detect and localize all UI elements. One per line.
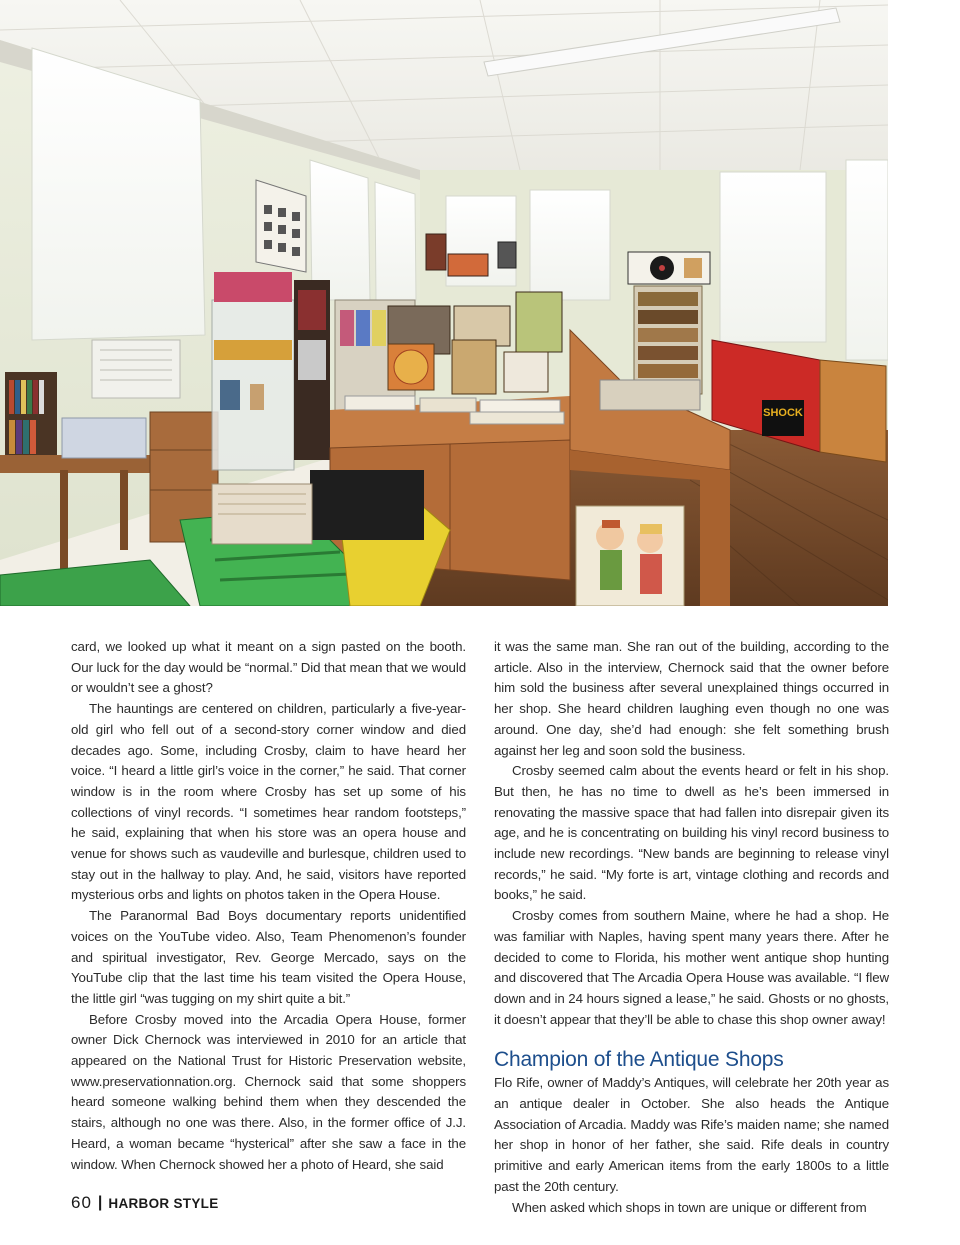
window — [375, 182, 416, 300]
section-subheading: Champion of the Antique Shops — [494, 1048, 784, 1072]
paragraph: Before Crosby moved into the Arcadia Opera House, former owner Dick Chernock was interviewed in 2010 for an article that appeared on the National Trust for Historic Preservation website, www.preservationnation.org. Chernock said that some shoppers heard someone walking behind them when they descended the stairs, although no one was there. Also, in the former office of J.J. Heard, a woman became “hysterical” after she saw a face in the window. When Chernock showed her a photo of Heard, she said — [71, 1011, 466, 1172]
footer-separator: | — [97, 1194, 103, 1211]
window — [720, 172, 826, 342]
paragraph: When asked which shops in town are unique or different from — [512, 1199, 867, 1215]
painting — [576, 506, 684, 606]
paragraph: Crosby seemed calm about the events heard or felt in his shop. But then, he has no time to dwell as he’s been immersed in renovating the massive space that had fallen into disrepair given its age, and he is concentrating on building his vinyl record business to include new recordings. “New bands are beginning to release vinyl records,” he said. “My forte is art, vintage clothing and records and books,” he said. — [494, 763, 889, 903]
paragraph: Flo Rife, owner of Maddy’s Antiques, will celebrate her 20th year as an antique dealer in October. She also heads the Antique Association of Arcadia. Maddy was Rife’s maiden name; she named her shop in honor of her father, she said. Rife deals in country primitive and early American items from the early 1800s to a little past the 20th century. — [494, 1075, 889, 1194]
window — [846, 160, 888, 360]
window — [310, 160, 370, 300]
stacked-records — [62, 418, 146, 458]
article-left-column — [71, 637, 466, 1175]
window — [530, 190, 610, 300]
paragraph: Crosby comes from southern Maine, where he had a shop. He was familiar with Naples, having spent many years there. After he decided to come to Florida, his mother went antique shop hunting and discovered that The Arcadia Opera House was available. “I flew down and in 24 hours signed a lease,” he said. Ghosts or no ghosts, it doesn’t appear that they’ll be able to chase this shop owner away! — [494, 908, 889, 1027]
black-record-box — [310, 470, 424, 540]
page-number: 60 — [71, 1193, 92, 1212]
paragraph: The Paranormal Bad Boys documentary reports unidentified voices on the YouTube video. Also, Team Phenomenon’s founder and spiritual investigator, Rev. George Mercado, says on the YouTube clip that the last time his team visited the Opera House, the little girl “was tugging on my shirt quite a bit.” — [71, 908, 466, 1006]
green-crate — [0, 560, 190, 606]
air-conditioner — [92, 340, 180, 398]
paragraph: it was the same man. She ran out of the building, according to the article. Also in the interview, Chernock said that the owner before him sold the business after several unexplained things occurred in her shop. She heard children laughing even though no one was around. One day, she’d had enough: she felt something brush against her leg and soon sold the business. — [494, 639, 889, 758]
article-right-column — [494, 637, 889, 1218]
svg-text:SHOCK: SHOCK — [763, 407, 803, 419]
paragraph: The hauntings are centered on children, particularly a five-year-old girl who fell out of a second-story corner window and died decades ago. Some, including Crosby, claim to have heard her voice. “I heard a little girl’s voice in the corner,” he said. That corner window is in the room where Crosby has set up some of his collections of vinyl records. “I sometimes hear random footsteps,” he said, explaining that when his store was an opera house and venue for shows such as vaudeville and burlesque, children used to stay out in the hallway to play. And, he said, visitors have reported mysterious orbs and lights on photos taken in the Opera House. — [71, 701, 466, 903]
page-footer — [71, 1192, 219, 1214]
paragraph: card, we looked up what it meant on a sign pasted on the booth. Our luck for the day would be “normal.” Did that mean that we would or wouldn’t see a ghost? — [71, 639, 466, 696]
magazine-name: HARBOR STYLE — [108, 1195, 219, 1211]
shop-interior-photo — [0, 0, 888, 606]
